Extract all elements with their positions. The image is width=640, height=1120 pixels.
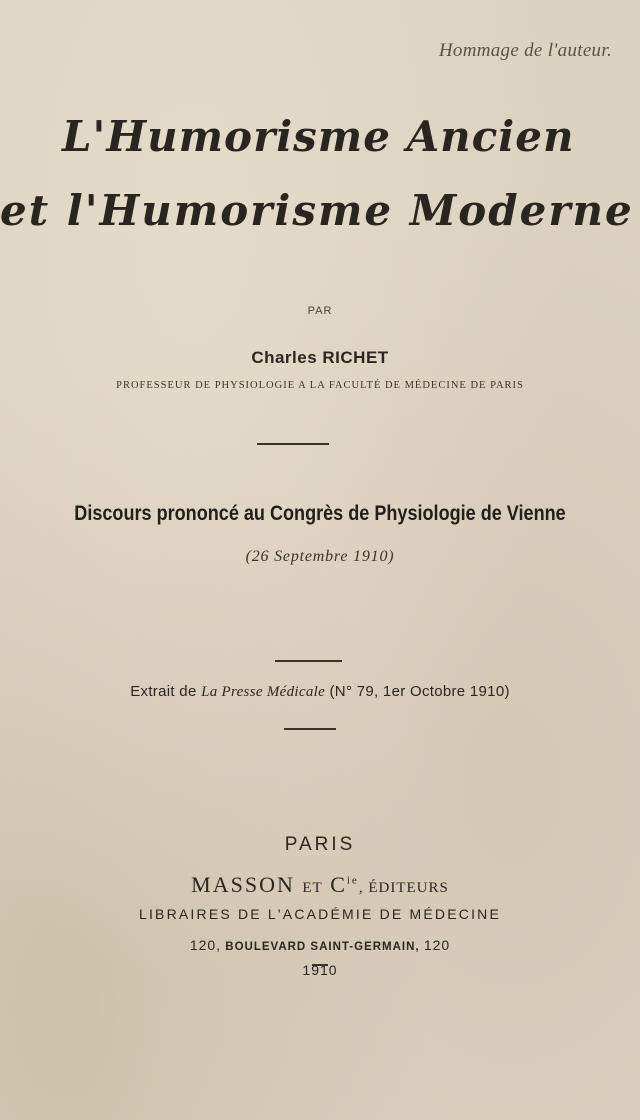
divider-rule xyxy=(284,728,336,730)
publisher-name: MASSON xyxy=(191,872,295,897)
speech-date: (26 Septembre 1910) xyxy=(245,548,395,565)
publisher-et: ET xyxy=(302,880,323,896)
publisher-line xyxy=(0,872,640,898)
author-affiliation: PROFESSEUR DE PHYSIOLOGIE A LA FACULTÉ DE MÉDECINE DE PARIS xyxy=(116,380,524,391)
divider-rule xyxy=(275,660,342,662)
extract-suffix: (N° 79, 1er Octobre 1910) xyxy=(325,683,510,700)
publisher-role: , ÉDITEURS xyxy=(358,880,449,896)
address-number: 120, xyxy=(189,937,222,953)
divider-rule xyxy=(257,443,329,445)
speech-title: Discours prononcé au Congrès de Physiologie de Vienne xyxy=(74,502,566,525)
booksellers-line: LIBRAIRES DE L'ACADÉMIE DE MÉDECINE xyxy=(138,906,502,922)
journal-name: La Presse Médicale xyxy=(201,684,326,700)
publisher-cie-sup: ie xyxy=(346,874,359,887)
publisher-cie: C xyxy=(330,872,347,897)
byline-par: PAR xyxy=(307,305,333,317)
address-street: BOULEVARD SAINT-GERMAIN, xyxy=(221,941,424,953)
address-number-2: 120 xyxy=(423,937,451,953)
imprint-city: PARIS xyxy=(284,834,356,855)
handwritten-inscription: Hommage de l'auteur. xyxy=(438,40,612,61)
title-line-1: L'Humorisme Ancien xyxy=(62,112,575,161)
author-name: Charles RICHET xyxy=(251,348,389,367)
extract-prefix: Extrait de xyxy=(130,683,202,700)
imprint-year: 1910 xyxy=(302,962,338,978)
title-line-2: et l'Humorisme Moderne xyxy=(0,186,634,235)
extract-note xyxy=(0,683,640,701)
address-line xyxy=(0,937,640,953)
